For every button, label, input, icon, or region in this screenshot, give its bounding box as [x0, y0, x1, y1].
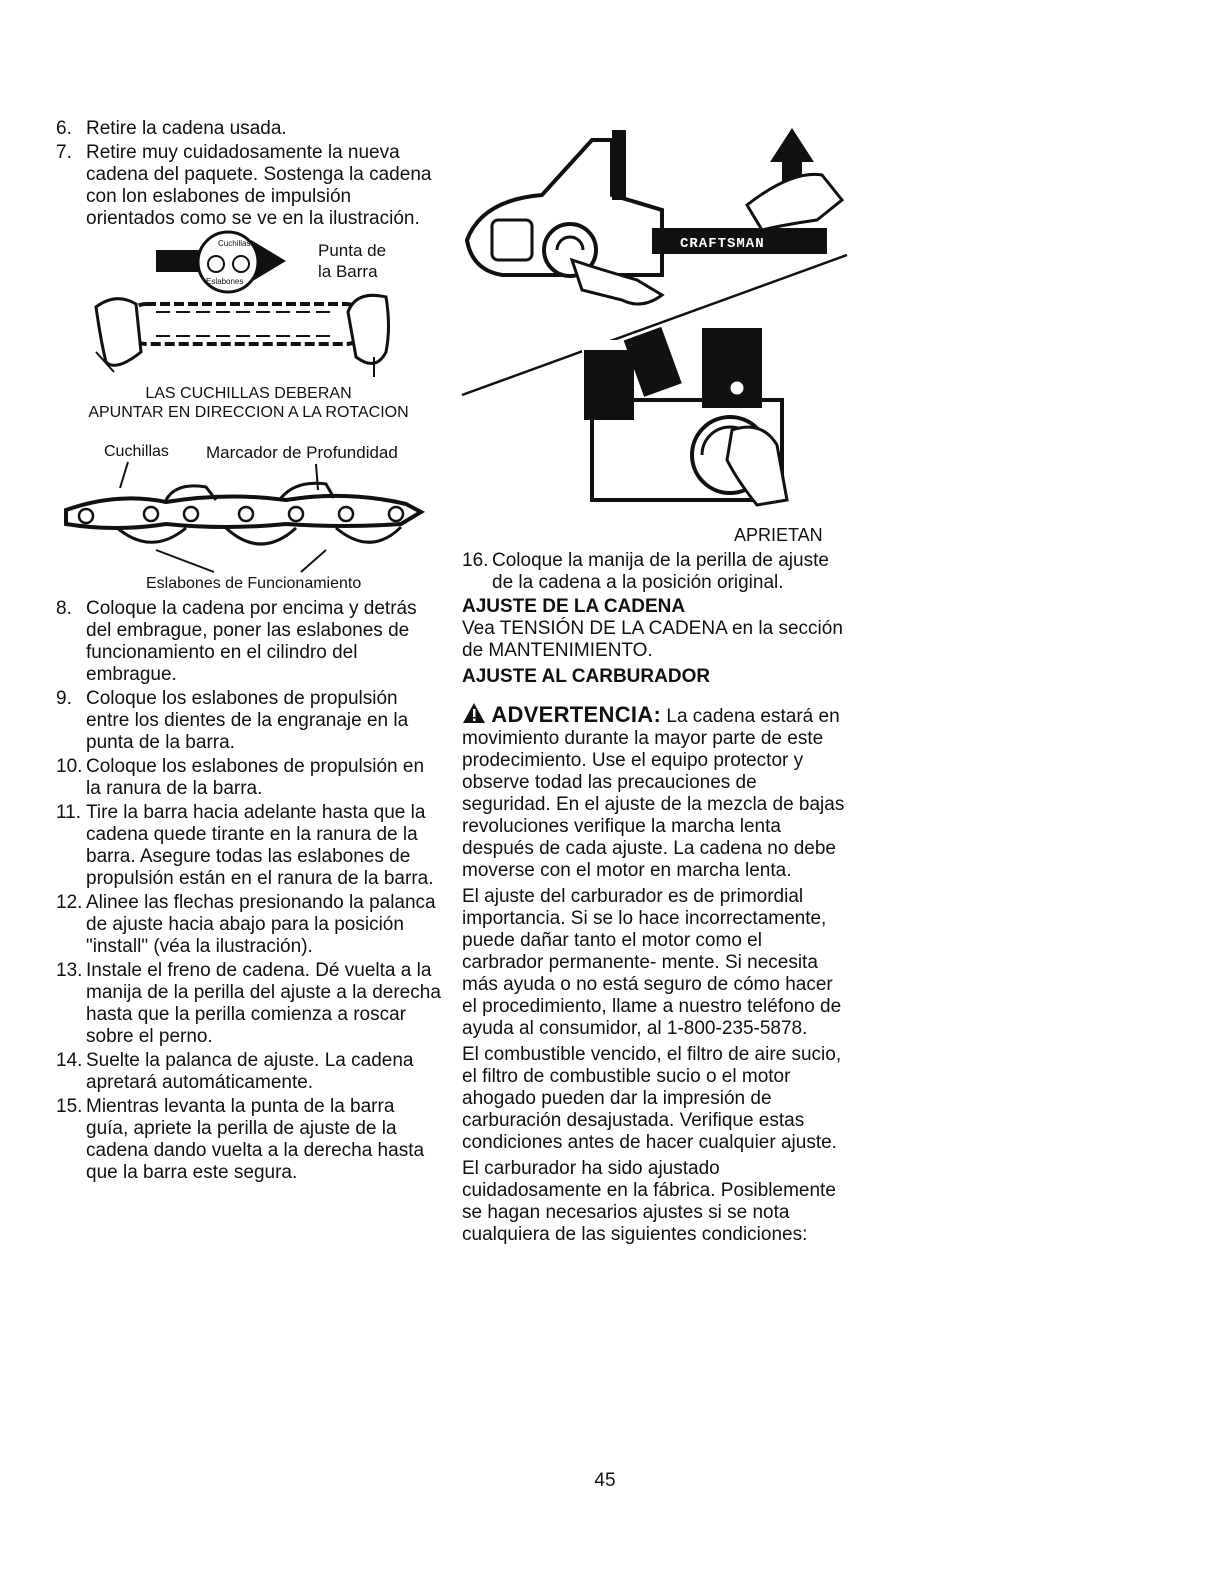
step-6 [56, 118, 441, 140]
step-text: Coloque los eslabones de propulsión en la ranura de la barra. [86, 756, 425, 799]
step-text: Coloque los eslabones de propulsión entre los dientes de la engranaje en la punta de la barra. [86, 688, 409, 753]
paragraph: El carburador ha sido ajustado cuidadosamente en la fábrica. Posiblemente se hagan necesarios ajustes si se nota cualquiera de las siguientes condiciones: [462, 1158, 836, 1245]
step-text: Tire la barra hacia adelante hasta que la cadena quede tirante en la ranura de la barra. Asegure todas las eslabones de propulsión están en el ranura de la barra. [86, 802, 434, 889]
step-7 [56, 142, 441, 230]
chain-orientation-figure [56, 232, 441, 382]
left-column [56, 118, 441, 1186]
step-text: Suelte la palanca de ajuste. La cadena apretará automáticamente. [86, 1050, 414, 1093]
step-number: 7. [56, 142, 72, 163]
step-number: 9. [56, 688, 72, 709]
warning-title: ADVERTENCIA: [491, 702, 662, 727]
step-16-block [462, 550, 847, 594]
circle-bottom-label: Eslabones [206, 277, 244, 286]
step-number: 13. [56, 960, 83, 981]
figure-caption: LAS CUCHILLAS DEBERAN [145, 385, 352, 402]
figure-caption: APRIETAN [734, 525, 823, 545]
page-number: 45 [594, 1470, 616, 1491]
step-12 [56, 892, 441, 958]
step-9 [56, 688, 441, 754]
step-text: Instale el freno de cadena. Dé vuelta a la manija de la perilla del ajuste a la derecha hasta que la perilla comienza a roscar sobre el perno. [86, 960, 441, 1047]
paragraph: Vea TENSIÓN DE LA CADENA en la sección de MANTENIMIENTO. [462, 618, 843, 661]
step-number: 15. [56, 1096, 83, 1117]
step-text: Coloque la cadena por encima y detrás del embrague, poner las eslabones de funcionamiento en el cilindro del embrague. [86, 598, 417, 685]
step-text: Retire la cadena usada. [86, 118, 287, 139]
warning-text: La cadena estará en movimiento durante la mayor parte de este prodecimiento. Use el equipo protector y observe todad las precauciones de seguridad. En el ajuste de la mezcla de bajas revoluciones verifique la marcha lenta después de cada ajuste. La cadena no debe moverse con el motor en marcha lenta. [462, 706, 845, 881]
step-15 [56, 1096, 441, 1184]
step-text: Mientras levanta la punta de la barra guía, apriete la perilla de ajuste de la cadena dando vuelta a la derecha hasta que la barra este segura. [86, 1096, 425, 1183]
warning-triangle-icon [462, 702, 486, 724]
cutters-label: Cuchillas [104, 443, 169, 460]
step-text: Coloque la manija de la perilla de ajuste de la cadena a la posición original. [492, 550, 829, 593]
paragraph: El ajuste del carburador es de primordial importancia. Si se lo hace incorrectamente, puede dañar tanto el motor como el carbrador permanente- mente. Si necesita más ayuda o no está seguro de cómo hacer el procedimiento, llame a nuestro teléfono de ayuda al consumidor, al 1-800-235-5878. [462, 886, 842, 1039]
section-heading: AJUSTE DE LA CADENA [462, 596, 686, 617]
step-text: Retire muy cuidadosamente la nueva cadena del paquete. Sostenga la cadena con lon eslabones de impulsión orientados como se ve en la ilustración. [86, 142, 432, 229]
chainsaw-tension-figure [462, 100, 847, 545]
step-10 [56, 756, 441, 800]
step-number: 8. [56, 598, 72, 619]
step-number: 16. [462, 550, 489, 571]
step-text: Alinee las flechas presionando la palanca de ajuste hacia abajo para la posición "install" (véa la ilustración). [86, 892, 436, 957]
steps-list [56, 598, 441, 1184]
bar-tip-label: la Barra [318, 262, 378, 281]
right-column [462, 100, 847, 1250]
figure-caption: APUNTAR EN DIRECCION A LA ROTACION [88, 404, 409, 421]
step-13 [56, 960, 441, 1048]
bar-tip-label: Punta de [318, 241, 387, 260]
chain-links-figure [56, 432, 441, 592]
step-16 [462, 550, 847, 594]
step-number: 11. [56, 802, 82, 823]
warning-block [462, 702, 847, 882]
step-8 [56, 598, 441, 686]
step-number: 10. [56, 756, 83, 777]
step-14 [56, 1050, 441, 1094]
brand-label: CRAFTSMAN [680, 236, 765, 252]
drive-links-label: Eslabones de Funcionamiento [146, 575, 362, 592]
paragraph: El combustible vencido, el filtro de aire sucio, el filtro de combustible sucio o el motor ahogado pueden dar la impresión de carburación desajustada. Verifique estas condiciones antes de hacer cualquier ajuste. [462, 1044, 842, 1153]
step-number: 6. [56, 118, 72, 139]
step-number: 12. [56, 892, 83, 913]
step-11 [56, 802, 441, 890]
depth-gauge-label: Marcador de Profundidad [206, 443, 398, 462]
section-heading: AJUSTE AL CARBURADOR [462, 666, 711, 687]
step-number: 14. [56, 1050, 83, 1071]
circle-top-label: Cuchillas [218, 239, 251, 248]
